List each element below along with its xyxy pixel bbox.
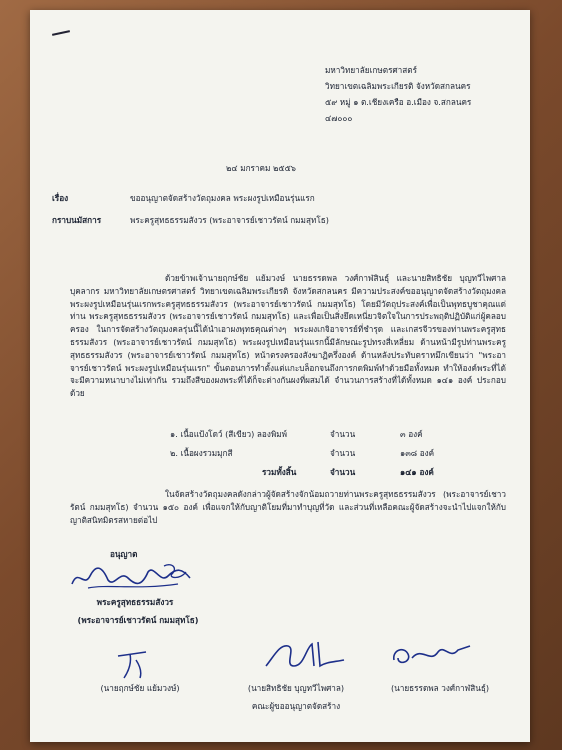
- item-qty: ๑๓๘ องค์: [400, 448, 435, 458]
- recipient-label: กราบนมัสการ: [52, 215, 102, 225]
- recipient-value: พระครูสุทธธรรมสังวร (พระอาจารย์เชาวรัตน์ กมมสุทโธ): [130, 215, 329, 225]
- signature-3: [386, 638, 476, 674]
- approver-title: (พระอาจารย์เชาวรัตน์ กมมสุทโธ): [77, 615, 199, 625]
- address-line: ๔๗๐๐๐: [325, 113, 353, 123]
- signatory-name: (นายสิทธิชัย บุญทวีไพศาล): [247, 683, 345, 693]
- total-row: [30, 466, 530, 480]
- signatory-name: (นายฤกษ์ชัย แย้มวงษ์): [100, 683, 180, 693]
- pen-mark: [52, 30, 70, 36]
- subject-label: เรื่อง: [52, 193, 69, 203]
- signature-2: [260, 636, 350, 676]
- address-line: ๕๙ หมู่ ๑ ต.เชียงเครือ อ.เมือง จ.สกลนคร: [325, 97, 472, 107]
- item-name: ๑. เนื้อแป้งโดว์ (สีเขียว) ลองพิมพ์: [170, 429, 288, 439]
- signatory-name: (นายธรรดพล วงศ์กาฬสินธุ์): [390, 683, 490, 693]
- sender-address: [325, 62, 471, 126]
- approver-signature: [68, 558, 198, 594]
- item-row: [30, 428, 530, 442]
- committee-label: คณะผู้ขออนุญาตจัดสร้าง: [251, 701, 341, 711]
- approver-name: พระครูสุทธธรรมสังวร: [96, 597, 174, 607]
- approval-label: อนุญาต: [110, 549, 138, 559]
- total-qty: ๑๔๑ องค์: [400, 467, 434, 477]
- address-line: วิทยาเขตเฉลิมพระเกียรติ จังหวัดสกลนคร: [325, 81, 471, 91]
- total-qty-label: จำนวน: [330, 467, 356, 477]
- subject-value: ขออนุญาตจัดสร้างวัตถุมงคล พระผงรูปเหมือนรุ่นแรก: [130, 193, 315, 203]
- body-paragraph-2: [70, 488, 506, 526]
- body-text: ในจัดสร้างวัตถุมงคลดังกล่าวผู้จัดสร้างจักน้อมถวายท่านพระครูสุทธธรรมสังวร (พระอาจารย์เชาวรัตน์ กมมสุทโธ) จำนวน ๑๕๐ องค์ เพื่อแจกให้กับญาติโยมที่มาทำบุญที่วัด และส่วนที่เหลือคณะผู้จัดสร้างจะนำไปแจกให้กับญาติสนิทมิตรสหายต่อไป: [70, 489, 506, 525]
- item-name: ๒. เนื้อผงรวมมุกสี: [170, 448, 233, 458]
- item-qty: ๓ องค์: [400, 429, 423, 439]
- address-line: มหาวิทยาลัยเกษตรศาสตร์: [325, 65, 417, 75]
- item-qty-label: จำนวน: [330, 429, 356, 439]
- body-paragraph-1: [70, 272, 506, 400]
- item-row: [30, 447, 530, 461]
- letter-page: [30, 10, 530, 742]
- item-qty-label: จำนวน: [330, 448, 356, 458]
- body-text: ด้วยข้าพเจ้านายฤกษ์ชัย แย้มวงษ์ นายธรรดพล วงศ์กาฬสินธุ์ และนายสิทธิชัย บุญทวีไพศาล บุคลากร มหาวิทยาลัยเกษตรศาสตร์ วิทยาเขตเฉลิมพระเกียรติ จังหวัดสกลนคร มีความประสงค์ขออนุญาตจัดสร้างวัตถุมงคลพระผงรูปเหมือนรุ่นแรกพระครูสุทธธรรมสังวร (พระอาจารย์เชาวรัตน์ กมมสุทโธ) โดยมีวัตถุประสงค์เพื่อเป็นพุทธบูชาคุณแด่ท่าน พระครูสุทธธรรมสังวร (พระอาจารย์เชาวรัตน์ กมมสุทโธ) และเพื่อเป็นสิ่งยึดเหนี่ยวจิตใจในการประพฤติปฏิบัติแก่ผู้คลอบครอง ในการจัดสร้างวัตถุมงคลรุ่นนี้ได้นำเอาผงพุทธคุณต่างๆ พระผงเกจิอาจารย์ที่ชำรุด และเกสรจีวรของท่านพระครูสุทธธรรมสังวร (พระอาจารย์เชาวรัตน์ กมมสุทโธ) พระผงรูปเหมือนรุ่นแรกนี้มีลักษณะรูปทรงสี่เหลี่ยม ด้านหน้ามีรูปท่านพระครูสุทธธรรมสังวร (พระอาจารย์เชาวรัตน์ กมมสุทโธ) หน้าตรงครองสังฆาฏิครึ่งองค์ ด้านหลังประทับตราหมึกเขียนว่า "พระอาจารย์เชาวรัตน์ พระผงรูปเหมือนรุ่นแรก" ขั้นตอนการทำตั้งแต่แกะบล็อกจนถึงการกดพิมพ์ทำด้วยมือทั้งหมด ทำให้องค์พระที่ได้จะมีความหนาบางไม่เท่ากัน รวมถึงสีของผงพระที่ได้ก็จะต่างกันผงที่ผสมได้ จำนวนการสร้างที่ได้ทั้งหมด ๑๔๑ องค์ ประกอบด้วย: [70, 273, 506, 399]
- signature-1: [110, 646, 160, 682]
- letter-date: ๒๔ มกราคม ๒๕๕๖: [226, 163, 297, 173]
- total-label: รวมทั้งสิ้น: [262, 467, 297, 477]
